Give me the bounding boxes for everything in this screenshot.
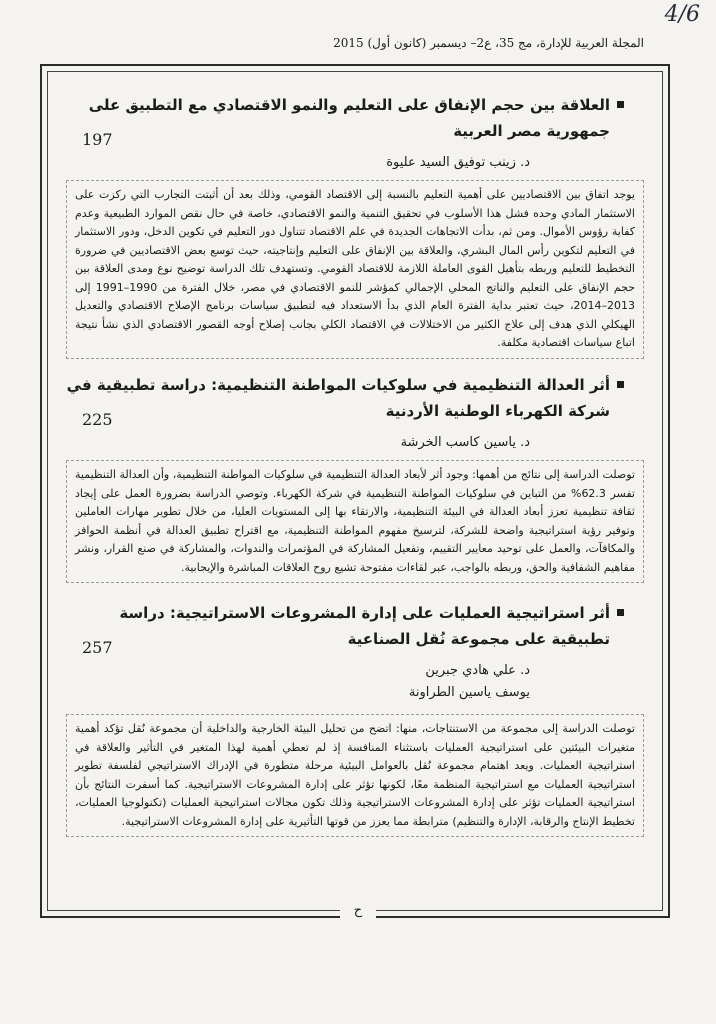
article-abstract: توصلت الدراسة إلى مجموعة من الاستنتاجات، منها: اتضح من تحليل البيئة الخارجية والداخلية أن مجموعة نُقل تؤكد أهمية متغيرات البيئتين على استراتيجية العمليات باستثناء المنافسة إذ لم تعطي أهمية لهذا المتغير في التأثير والعلاقة في استراتيجية العمليات. ويعد اهتمام مجموعة نُقل بالعوامل البيئية مرحلة متطورة في الإدراك الاستراتيجي لفلسفة تطوير استراتيجية العمليات مع استراتيجية المنظمة معًا، لكونها تؤثر على إدارة المشروعات الاستراتيجية. كما أسفرت النتائج بأن استراتيجية العمليات تؤثر على إدارة المشروعات الاستراتيجية وذلك تكون مجالات استراتيجية العمليات (تكنولوجيا العمليات، تخطيط الإنتاج والرقابة، الإدارة والتنظيم) مترابطة مما يعزز من قوتها التأثيرية على إدارة المشروعات الاستراتيجية. [66, 714, 644, 837]
article-entry [60, 372, 650, 583]
bullet-icon [617, 609, 624, 616]
article-author: د. علي هادي جبرين [425, 663, 530, 678]
bullet-icon [617, 381, 624, 388]
article-title[interactable]: أثر استراتيجية العمليات على إدارة المشروعات الاستراتيجية: دراسة تطبيقية على مجموعة نُقل الصناعية [60, 600, 646, 652]
article-abstract: يوجد اتفاق بين الاقتصاديين على أهمية التعليم بالنسبة إلى الاقتصاد القومي، وذلك بعد أن أثبتت التجارب التي ركزت على الاستثمار المادي وحده فشل هذا الأسلوب في تحقيق التنمية والنمو الاقتصادي، خاصة في حال نقص الموارد الطبيعية وعدم كفاية رؤوس الأموال. ومن ثم، بدأت الاتجاهات الجديدة في علم الاقتصاد تتناول دور التعليم في تكوين الدخل، ودور الاستثمار في التعليم لتكوين رأس المال البشري، والعلاقة بين الإنفاق على التعليم وإنتاجيته، حيث توسع بعض الاقتصاديين في ضرورة التخطيط للتعليم وربطه بتأهيل القوى العاملة اللازمة للاقتصاد القومي. وتستهدف تلك الدراسة توضيح نوع ومدى العلاقة بين حجم الإنفاق على التعليم والناتج المحلي الإجمالي كمؤشر للنمو الاقتصادي في مصر، خلال الفترة من 1990–1991 إلى 2013–2014، حيث تعتبر بداية الفترة العام الذي بدأ الاستعداد فيه لتطبيق سياسات برنامج الإصلاح الاقتصادي والتعديل الهيكلي الذي هدف إلى علاج الكثير من الاختلالات في الاقتصاد الكلي بجانب إصلاح أوجه القصور الاقتصادي الذي نشأ نتيجة اتباع سياسات اقتصادية مكلفة. [66, 180, 644, 359]
article-entry [60, 600, 650, 837]
article-entry [60, 92, 650, 359]
handwritten-page-note: 4/6 [664, 2, 700, 27]
bullet-icon [617, 101, 624, 108]
article-title[interactable]: أثر العدالة التنظيمية في سلوكيات المواطنة التنظيمية: دراسة تطبيقية في شركة الكهرباء الوطنية الأردنية [60, 372, 646, 424]
article-author: د. زينب توفيق السيد عليوة [386, 155, 530, 170]
article-author: يوسف ياسين الطراونة [408, 685, 530, 700]
running-header: المجلة العربية للإدارة، مج 35، ع2– ديسمبر (كانون أول) 2015 [333, 36, 644, 50]
article-title[interactable]: العلاقة بين حجم الإنفاق على التعليم والنمو الاقتصادي مع التطبيق على جمهورية مصر العربية [60, 92, 646, 144]
article-page-number: 197 [82, 130, 113, 149]
footer-page-letter: ح [340, 903, 376, 919]
article-author: د. ياسين كاسب الخرشة [400, 435, 530, 450]
article-page-number: 257 [82, 638, 113, 657]
article-abstract: توصلت الدراسة إلى نتائج من أهمها: وجود أثر لأبعاد العدالة التنظيمية في سلوكيات المواطنة التنظيمية، وأن العدالة التنظيمية تفسر 62.3% من التباين في سلوكيات المواطنة التنظيمية في شركة الكهرباء. وتوصي الدراسة بضرورة العمل على إيجاد ثقافة تنظيمية تعزز أبعاد العدالة في البيئة التنظيمية، والارتقاء بها إلى المستويات العليا، من خلال تطوير مهارات العاملين وتوفير رؤية استراتيجية واضحة للشركة، لترسيخ مفهوم المواطنة التنظيمية، مع اقتراح تطبيق العدالة في أنظمة الحوافز والمكافآت، والعمل على توحيد معايير التقييم، وتفعيل المشاركة في المؤتمرات والندوات، والمشاركة في صنع القرار، ونشر مفاهيم الشفافية والحق، وربطه بالواجب، عبر لقاءات مفتوحة تشيع روح العلاقات المباشرة والإيجابية. [66, 460, 644, 583]
article-page-number: 225 [82, 410, 113, 429]
